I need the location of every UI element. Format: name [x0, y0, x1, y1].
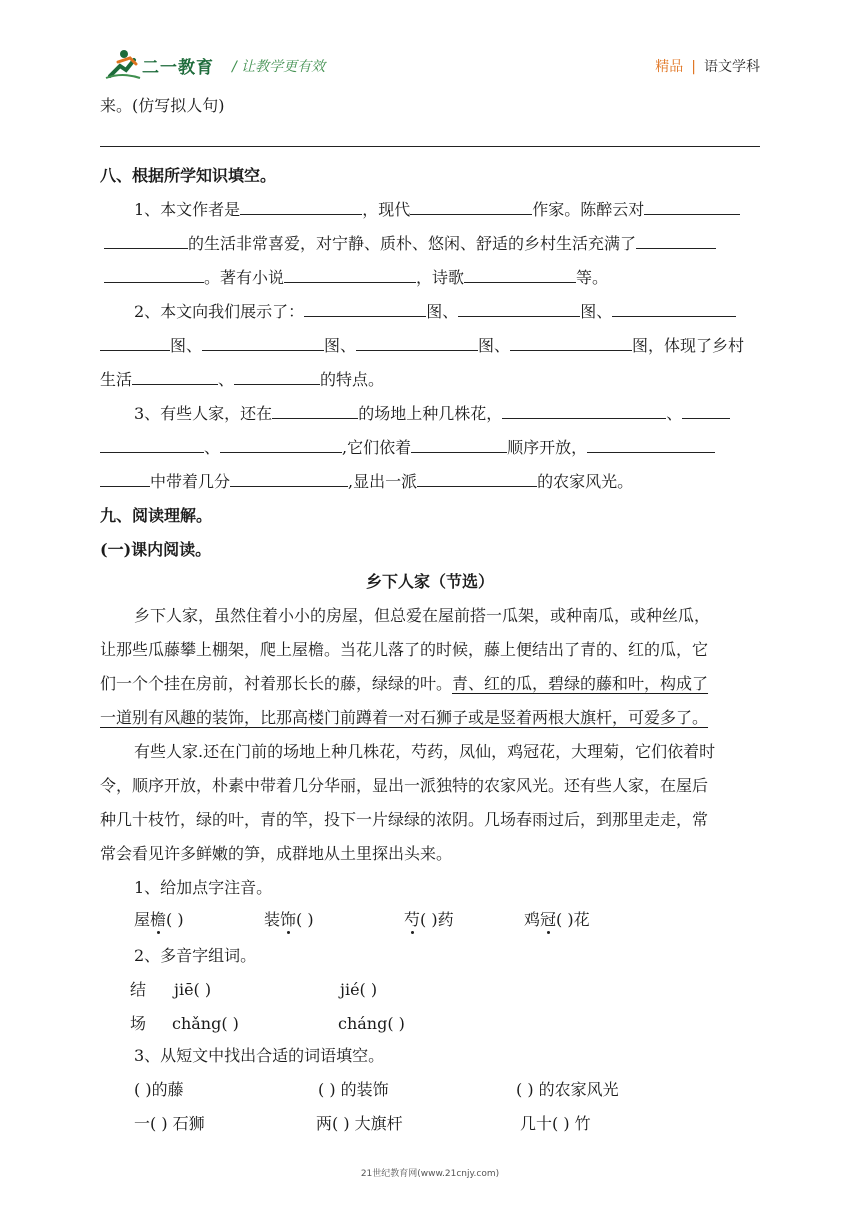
- text: 等。: [576, 268, 609, 287]
- q1-item3: [404, 910, 454, 930]
- q3-label: 3、从短文中找出合适的词语填空。: [134, 1046, 385, 1065]
- passage-p2-line2: 令，顺序开放，朴素中带着几分华丽，显出一派独特的农家风光。还有些人家，在屋后: [100, 776, 709, 795]
- dotted-char: 冠: [540, 910, 557, 929]
- blank: [636, 234, 716, 249]
- blank: [510, 336, 632, 351]
- s8-q2-line2: [100, 336, 744, 356]
- text: 图、: [170, 336, 203, 355]
- q2-row2-char: 场: [130, 1014, 147, 1033]
- text: ,它们依着: [342, 438, 412, 457]
- passage-p2-line3: 种几十枝竹，绿的叶，青的竿，投下一片绿绿的浓阴。几场春雨过后，到那里走走，常: [100, 810, 709, 829]
- answer-line: [100, 146, 760, 147]
- dotted-char: 檐: [150, 910, 167, 929]
- q1-item1: [134, 910, 184, 930]
- text: 的农家风光。: [537, 472, 634, 491]
- text: ( ): [296, 910, 314, 929]
- text: 的场地上种几株花，: [358, 404, 503, 423]
- text: ，现代: [362, 200, 411, 219]
- blank: [502, 404, 666, 419]
- text: 装: [264, 910, 281, 929]
- blank: [417, 472, 537, 487]
- slogan: / 让教学更有效: [232, 59, 326, 75]
- page-footer: 21世纪教育网(www.21cnjy.com): [360, 1169, 500, 1179]
- q2-row1-p2: jié( ): [340, 980, 378, 999]
- dotted-char: 芍: [404, 910, 421, 929]
- q3-r1c: ( ) 的农家风光: [516, 1080, 619, 1099]
- blank: [240, 200, 362, 215]
- s8-q3-line3: [100, 472, 633, 492]
- s8-q2-line1: [134, 302, 736, 322]
- q3-r2a: 一( ) 石狮: [134, 1114, 205, 1133]
- q2-row2-p1: chǎng( ): [172, 1014, 239, 1033]
- blank: [411, 438, 507, 453]
- passage-p2-line1: 有些人家.还在门前的场地上种几株花，芍药，凤仙，鸡冠花，大理菊，它们依着时: [134, 742, 716, 761]
- text: 屋: [134, 910, 151, 929]
- text: ( ): [166, 910, 184, 929]
- passage-p1-line3: [100, 674, 708, 694]
- blank: [587, 438, 715, 453]
- blank: [220, 438, 342, 453]
- s8-q3-line1: [134, 404, 730, 424]
- blank: [304, 302, 426, 317]
- blank: [100, 438, 204, 453]
- s8-q3-line2: [100, 438, 715, 458]
- blank: [410, 200, 532, 215]
- section9-heading: 九、阅读理解。: [100, 506, 213, 525]
- text: 中带着几分: [150, 472, 231, 491]
- blank: [284, 268, 416, 283]
- text: 、: [204, 438, 221, 457]
- blank: [100, 336, 170, 351]
- top-fragment: 来。(仿写拟人句): [100, 96, 225, 115]
- text: ,显出一派: [348, 472, 418, 491]
- q2-row1-p1: jiē( ): [174, 980, 212, 999]
- blank: [132, 370, 218, 385]
- blank: [682, 404, 730, 419]
- passage-title: 乡下人家（节选）: [365, 572, 494, 591]
- text: 。著有小说: [204, 268, 285, 287]
- text: ( )药: [420, 910, 454, 929]
- section9-subheading: (一)课内阅读。: [100, 540, 212, 559]
- text: 图，体现了乡村: [632, 336, 745, 355]
- text: 的生活非常喜爱，对宁静、质朴、悠闲、舒适的乡村生活充满了: [188, 234, 637, 253]
- text: 作家。陈醉云对: [532, 200, 645, 219]
- s8-q1-line1: [134, 200, 740, 220]
- blank: [202, 336, 324, 351]
- s8-q1-line3: [104, 268, 608, 288]
- blank: [230, 472, 348, 487]
- q3-r2c: 几十( ) 竹: [520, 1114, 591, 1133]
- blank: [104, 234, 188, 249]
- blank: [104, 268, 204, 283]
- blank: [644, 200, 740, 215]
- passage-p1-line2: 让那些瓜藤攀上棚架，爬上屋檐。当花儿落了的时候，藤上便结出了青的、红的瓜，它: [100, 640, 709, 659]
- passage-p2-line4: 常会看见许多鲜嫩的笋，成群地从土里探出头来。: [100, 844, 453, 863]
- blank: [458, 302, 580, 317]
- underlined-text: 青、红的瓜，碧绿的藤和叶，构成了: [452, 674, 709, 693]
- q1-label: 1、给加点字注音。: [134, 878, 273, 897]
- text: 1、本文作者是: [134, 200, 241, 219]
- s8-q2-line3: [100, 370, 384, 390]
- passage-p1-line4: 一道别有风趣的装饰，比那高楼门前蹲着一对石狮子或是竖着两根大旗杆，可爱多了。: [100, 708, 709, 727]
- text: 、: [666, 404, 683, 423]
- q1-item4: [524, 910, 590, 930]
- blank: [100, 472, 150, 487]
- q1-item2: [264, 910, 314, 930]
- q2-label: 2、多音字组词。: [134, 946, 257, 965]
- q3-r2b: 两( ) 大旗杆: [316, 1114, 403, 1133]
- passage-p1-line1: 乡下人家，虽然住着小小的房屋，但总爱在屋前搭一瓜架，或种南瓜，或种丝瓜，: [134, 606, 711, 625]
- text: 图、: [324, 336, 357, 355]
- logo-text: 二一教育: [142, 58, 214, 78]
- text: 生活: [100, 370, 133, 389]
- text: 2、本文向我们展示了：: [134, 302, 305, 321]
- blank: [464, 268, 576, 283]
- q2-row2-p2: cháng( ): [338, 1014, 405, 1033]
- q3-r1a: ( )的藤: [134, 1080, 184, 1099]
- header-right: [655, 56, 760, 76]
- page-header: [104, 46, 760, 82]
- text: 顺序开放，: [507, 438, 588, 457]
- blank: [612, 302, 736, 317]
- q2-row1-char: 结: [130, 980, 147, 999]
- text: 图、: [426, 302, 459, 321]
- text: 鸡: [524, 910, 541, 929]
- blank: [234, 370, 320, 385]
- blank: [272, 404, 358, 419]
- text: 、: [218, 370, 235, 389]
- text: 的特点。: [320, 370, 385, 389]
- header-separator: |: [691, 59, 696, 75]
- dotted-char: 饰: [280, 910, 297, 929]
- s8-q1-line2: [104, 234, 716, 254]
- subject-label: 语文学科: [704, 59, 760, 75]
- text: 们一个个挂在房前，衬着那长长的藤，绿绿的叶。: [100, 674, 453, 693]
- section8-heading: 八、根据所学知识填空。: [100, 166, 277, 185]
- q3-r1b: ( ) 的装饰: [318, 1080, 389, 1099]
- text: 图、: [478, 336, 511, 355]
- text: ( )花: [556, 910, 590, 929]
- text: 图、: [580, 302, 613, 321]
- blank: [356, 336, 478, 351]
- text: ，诗歌: [416, 268, 465, 287]
- text: 3、有些人家，还在: [134, 404, 273, 423]
- quality-badge: 精品: [655, 59, 684, 75]
